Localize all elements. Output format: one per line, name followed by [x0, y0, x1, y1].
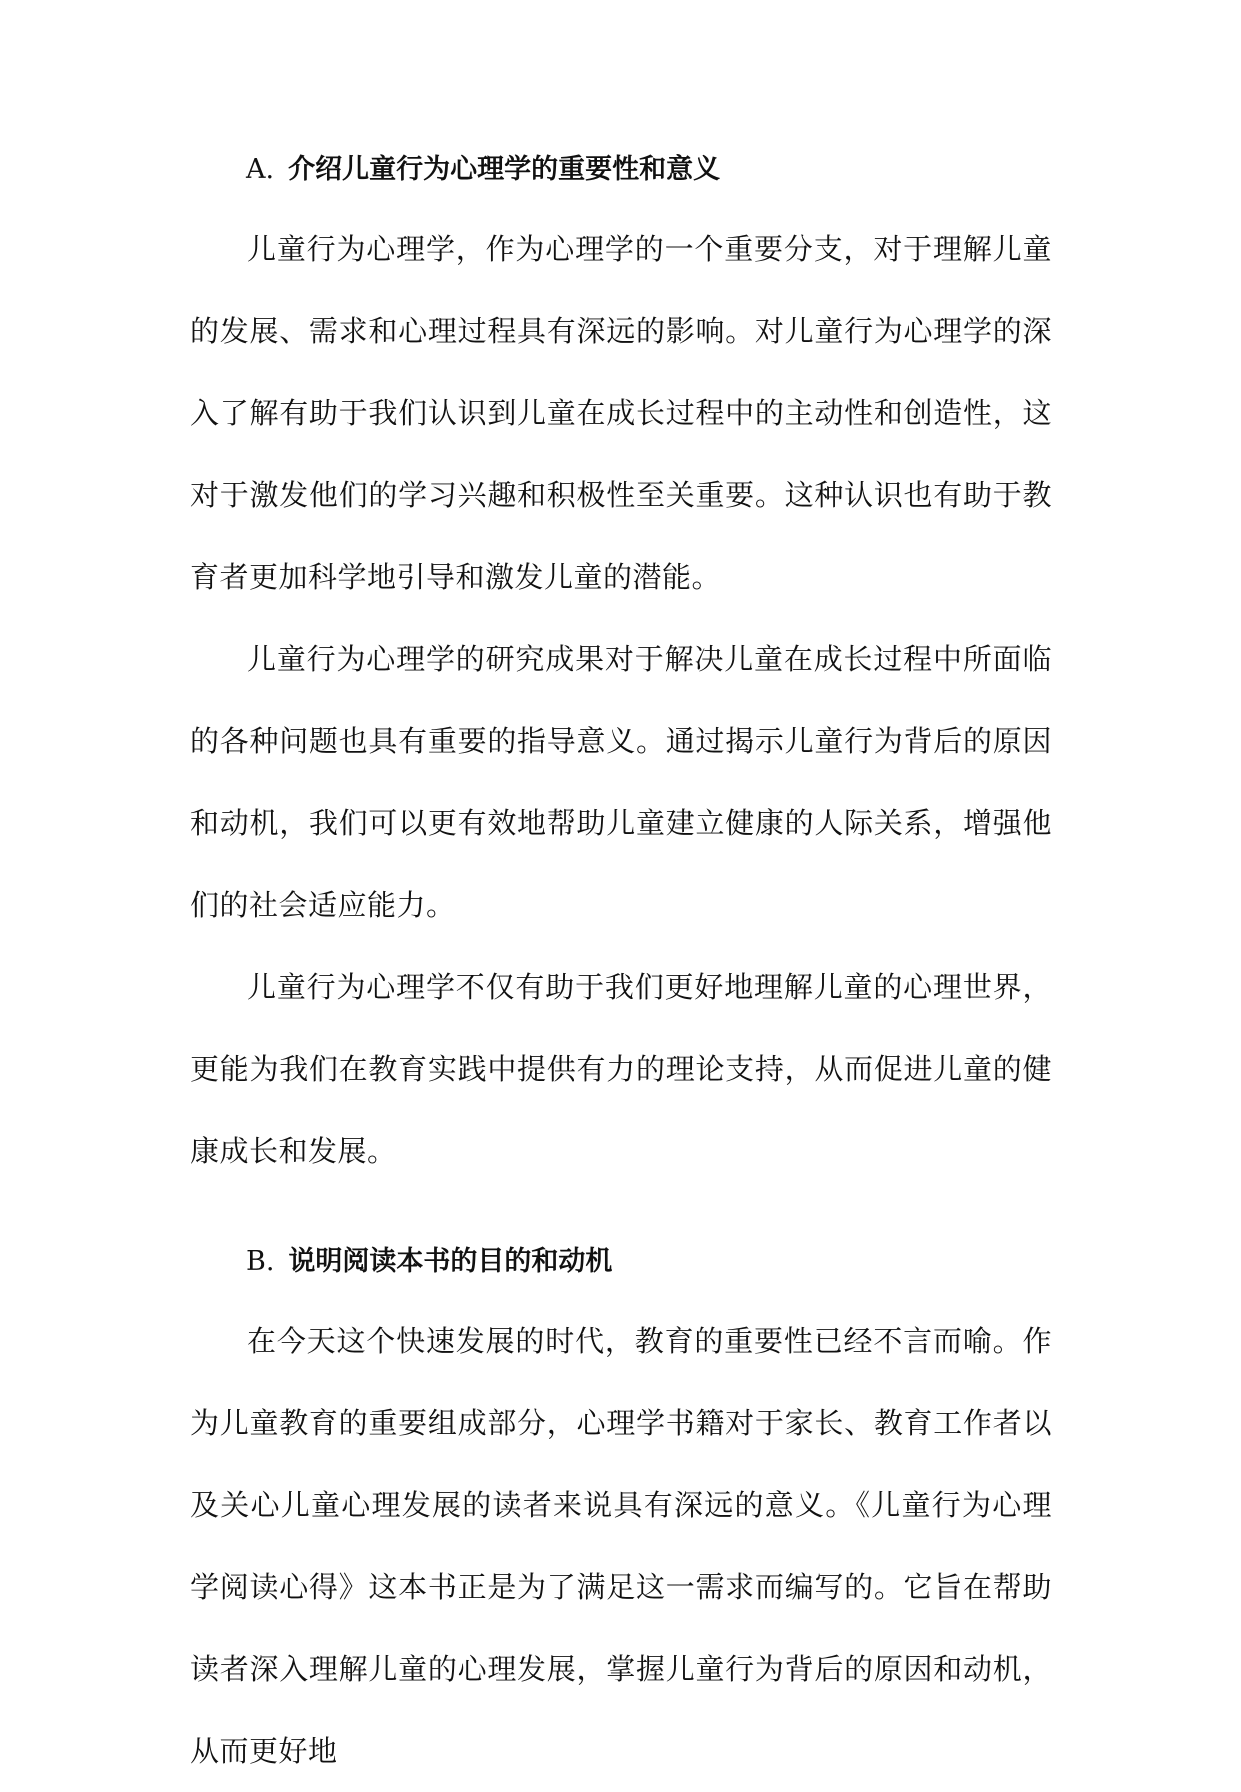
section-a-heading — [190, 140, 1052, 200]
section-b-title: 说明阅读本书的目的和动机 — [288, 1246, 613, 1277]
section-b-heading — [190, 1232, 1052, 1292]
section-a-title: 介绍儿童行为心理学的重要性和意义 — [288, 154, 721, 185]
section-a-marker: A. — [246, 154, 275, 185]
section-b-marker: B. — [246, 1246, 275, 1277]
section-a-paragraph-1: 儿童行为心理学，作为心理学的一个重要分支，对于理解儿童的发展、需求和心理过程具有深远的影响。对儿童行为心理学的深入了解有助于我们认识到儿童在成长过程中的主动性和创造性，这对于激发他们的学习兴趣和积极性至关重要。这种认识也有助于教育者更加科学地引导和激发儿童的潜能。 — [190, 232, 1052, 594]
section-b-paragraph-1: 在今天这个快速发展的时代，教育的重要性已经不言而喻。作为儿童教育的重要组成部分，心理学书籍对于家长、教育工作者以及关心儿童心理发展的读者来说具有深远的意义。《儿童行为心理学阅读心得》这本书正是为了满足这一需求而编写的。它旨在帮助读者深入理解儿童的心理发展，掌握儿童行为背后的原因和动机，从而更好地 — [190, 1324, 1052, 1768]
section-a-paragraph-2: 儿童行为心理学的研究成果对于解决儿童在成长过程中所面临的各种问题也具有重要的指导意义。通过揭示儿童行为背后的原因和动机，我们可以更有效地帮助儿童建立健康的人际关系，增强他们的社会适应能力。 — [190, 642, 1052, 922]
section-a-paragraph-3: 儿童行为心理学不仅有助于我们更好地理解儿童的心理世界，更能为我们在教育实践中提供有力的理论支持，从而促进儿童的健康成长和发展。 — [190, 970, 1052, 1168]
document-body — [190, 140, 1052, 1792]
